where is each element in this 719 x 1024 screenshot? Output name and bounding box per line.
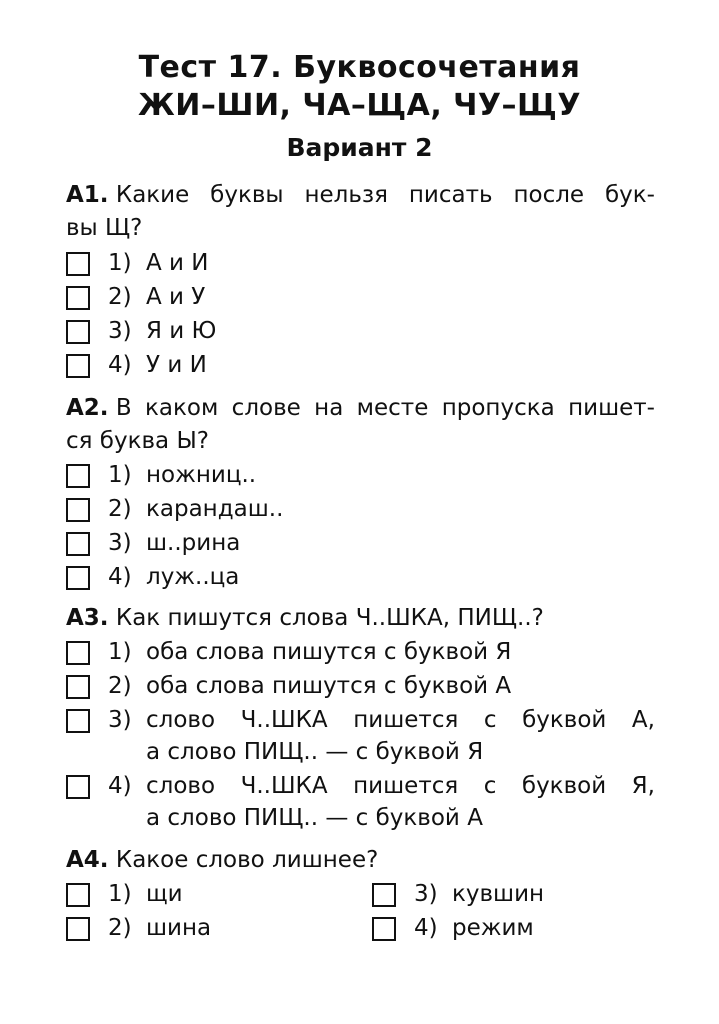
option-text: ш..рина	[146, 530, 241, 556]
option-number: 1)	[108, 462, 132, 488]
answer-checkbox[interactable]	[66, 320, 90, 344]
question-text: Как пишутся слова Ч..ШКА, ПИЩ..?	[115, 605, 544, 631]
option-text: ножниц..	[146, 462, 257, 488]
option-number: 3)	[108, 318, 132, 344]
option-word: с	[483, 773, 497, 799]
question-text: Какое слово лишнее?	[115, 847, 379, 873]
option-word: слово	[146, 707, 216, 733]
option-number: 2)	[108, 915, 132, 941]
option-text: щи	[146, 881, 183, 907]
option-number: 2)	[108, 284, 132, 310]
option-text: А и И	[146, 250, 209, 276]
option-text-line2: а слово ПИЩ.. — с буквой Я	[146, 739, 484, 765]
answer-checkbox[interactable]	[66, 775, 90, 799]
question-a1-line2: вы Щ?	[66, 215, 143, 241]
option-number: 3)	[414, 881, 438, 907]
answer-checkbox[interactable]	[66, 286, 90, 310]
question-a1-line1	[66, 180, 655, 210]
question-word: месте	[356, 395, 429, 421]
option-text: А и У	[146, 284, 206, 310]
answer-checkbox[interactable]	[66, 675, 90, 699]
option-number: 3)	[108, 707, 132, 733]
question-word: буквы	[210, 182, 284, 208]
answer-checkbox[interactable]	[66, 464, 90, 488]
option-word: пишется	[353, 707, 459, 733]
option-word: слово	[146, 773, 216, 799]
option-text-line1	[146, 771, 655, 801]
option-number: 4)	[108, 352, 132, 378]
answer-checkbox[interactable]	[66, 917, 90, 941]
option-text: луж..ца	[146, 564, 240, 590]
answer-checkbox[interactable]	[66, 566, 90, 590]
answer-checkbox[interactable]	[372, 917, 396, 941]
option-text: карандаш..	[146, 496, 284, 522]
answer-checkbox[interactable]	[66, 498, 90, 522]
question-word: В	[115, 395, 132, 421]
option-number: 2)	[108, 673, 132, 699]
option-text: Я и Ю	[146, 318, 217, 344]
question-number: А3.	[66, 605, 109, 631]
answer-checkbox[interactable]	[66, 354, 90, 378]
answer-checkbox[interactable]	[66, 883, 90, 907]
test-subtitle: ЖИ–ШИ, ЧА–ЩА, ЧУ–ЩУ	[138, 88, 581, 123]
question-a2-line2: ся буква Ы?	[66, 428, 209, 454]
option-word: буквой	[521, 773, 607, 799]
question-word: нельзя	[304, 182, 388, 208]
answer-checkbox[interactable]	[372, 883, 396, 907]
option-number: 3)	[108, 530, 132, 556]
question-number: А4.	[66, 847, 109, 873]
question-number: А1.	[66, 182, 109, 208]
answer-checkbox[interactable]	[66, 709, 90, 733]
answer-checkbox[interactable]	[66, 532, 90, 556]
variant-heading: Вариант 2	[286, 133, 433, 162]
answer-checkbox[interactable]	[66, 252, 90, 276]
option-number: 4)	[108, 564, 132, 590]
option-number: 1)	[108, 250, 132, 276]
option-text: режим	[452, 915, 534, 941]
answer-checkbox[interactable]	[66, 641, 90, 665]
option-number: 2)	[108, 496, 132, 522]
question-word: пишет-	[568, 395, 655, 421]
option-word: с	[483, 707, 497, 733]
option-word: А,	[631, 707, 655, 733]
option-word: пишется	[353, 773, 459, 799]
option-text: У и И	[146, 352, 207, 378]
option-word: Ч..ШКА	[240, 773, 328, 799]
option-text: шина	[146, 915, 212, 941]
test-title: Тест 17. Буквосочетания	[138, 50, 581, 85]
option-word: Я,	[631, 773, 655, 799]
option-word: буквой	[522, 707, 607, 733]
question-a3-text	[66, 603, 655, 633]
option-number: 4)	[414, 915, 438, 941]
question-word: бук-	[604, 182, 655, 208]
question-a4-text	[66, 845, 655, 875]
question-word: писать	[408, 182, 493, 208]
option-text: кувшин	[452, 881, 545, 907]
question-number: А2.	[66, 395, 109, 421]
question-word: слове	[231, 395, 301, 421]
question-word: Какие	[115, 182, 190, 208]
option-text: оба слова пишутся с буквой А	[146, 673, 512, 699]
question-a2-line1	[66, 393, 655, 423]
question-word: пропуска	[441, 395, 555, 421]
option-text-line2: а слово ПИЩ.. — с буквой А	[146, 805, 483, 831]
option-word: Ч..ШКА	[240, 707, 328, 733]
option-number: 4)	[108, 773, 132, 799]
option-number: 1)	[108, 881, 132, 907]
option-text-line1	[146, 705, 655, 735]
option-number: 1)	[108, 639, 132, 665]
question-word: после	[513, 182, 585, 208]
question-word: на	[314, 395, 344, 421]
question-word: каком	[145, 395, 219, 421]
option-text: оба слова пишутся с буквой Я	[146, 639, 512, 665]
